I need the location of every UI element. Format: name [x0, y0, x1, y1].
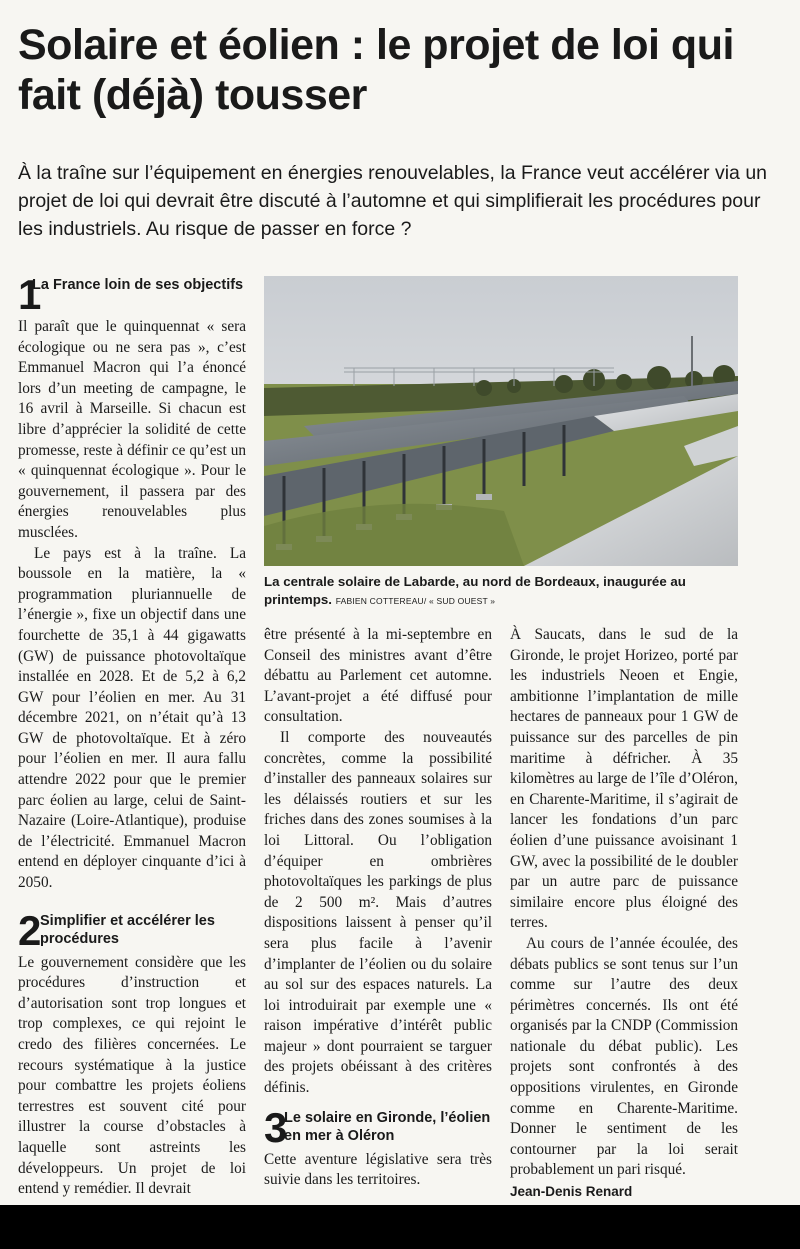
solar-panels-illustration	[264, 276, 738, 566]
section-2-heading	[18, 906, 246, 954]
bottom-black-bar	[0, 1205, 800, 1249]
photo-caption	[264, 573, 740, 610]
paragraph: Cette aventure législative sera très suivie dans les territoires.	[264, 1150, 492, 1189]
solar-plant-photo	[264, 276, 738, 566]
section-number: 2	[18, 906, 42, 954]
column-3	[510, 625, 738, 1203]
lead-paragraph: À la traîne sur l’équipement en énergies renouvelables, la France veut accélérer via un projet de loi qui devrait être discuté à l’automne et qui simplifierait les procédures pour les industriels. Au risque de passer en force ?	[18, 162, 768, 240]
section-title: Simplifier et accélérer les procédures	[40, 912, 215, 947]
section-number: 3	[264, 1103, 288, 1151]
section-3-heading	[264, 1103, 492, 1151]
paragraph: Il paraît que le quinquennat « sera écologique ou ne sera pas », c’est Emmanuel Macron qui l’a énoncé lors d’un meeting de campagne, le 16 avril à Marseille. Si chacun est libre d’apprécier la solidité de cette promesse, reste à définir ce qu’est un « quinquennat écologique ». Pour le gouvernement, il passera par des énergies renouvelables plus musclées.	[18, 318, 246, 541]
paragraph: Au cours de l’année écoulée, des débats publics se sont tenus sur l’un comme sur l’autre des deux périmètres concernés. Ils ont été organisés par la CNDP (Commission nationale du débat public). Les projets sont confrontés à des oppositions virulentes, en Gironde comme en Charente-Maritime. Donner le sentiment de les contourner par la loi serait probablement un pari risqué.	[510, 934, 738, 1179]
paragraph: À Saucats, dans le sud de la Gironde, le projet Horizeo, porté par les industriels Neoen et Engie, ambitionne l’implantation de mille hectares de panneaux pour 1 GW de puissance sur des parcelles de pin maritime à défricher. À 35 kilomètres au large de l’île d’Oléron, en Charente-Maritime, il s’agirait de lancer les fondations d’un parc éolien d’une puissance avoisinant 1 GW, avec la possibilité de le doubler par un autre parc de puissance similaire encore plus éloigné des terres.	[510, 626, 738, 932]
column-2	[264, 625, 492, 1191]
headline: Solaire et éolien : le projet de loi qui fait (déjà) tousser	[18, 21, 734, 119]
column-1	[18, 271, 246, 1200]
paragraph: être présenté à la mi-septembre en Conseil des ministres avant d’être débattu au Parlement cet automne. L’avant-projet a été diffusé pour consultation.	[264, 626, 492, 726]
paragraph: Le gouvernement considère que les procédures d’instruction et d’autorisation sont trop longues et trop complexes, ce qui rejoint le credo des filières concernées. Le recours systématique à la justice pour combattre les projets éoliens terrestres est souvent cité pour illustrer la course d’obstacles à laquelle sont astreints les développeurs. Un projet de loi entend y remédier. Il devrait	[18, 953, 246, 1198]
paragraph: Il comporte des nouveautés concrètes, comme la possibilité d’installer des panneaux solaires sur les délaissés routiers et sur les friches dans des zones soumises à la loi Littoral. Ou l’obligation d’équiper en ombrières photovoltaïques les parkings de plus de 2 500 m². Mais d’autres dispositions laissent à penser qu’il sera plus facile à l’avenir d’implanter de l’éolien ou du solaire au sol sur des espaces naturels. La loi introduirait par exemple une « raison impérative d’intérêt public majeur » dont pourraient se targuer des projets obéissant à des critères définis.	[264, 728, 492, 1097]
author-signature: Jean-Denis Renard	[510, 1184, 633, 1200]
photo-credit: FABIEN COTTEREAU/ « SUD OUEST »	[335, 596, 496, 606]
section-title: Le solaire en Gironde, l’éolien en mer à Oléron	[284, 1109, 491, 1144]
caption-text: La centrale solaire de Labarde, au nord de Bordeaux, inaugurée au printemps.	[264, 574, 686, 607]
section-number: 1	[18, 271, 42, 318]
section-1-heading	[18, 271, 246, 318]
paragraph: Le pays est à la traîne. La boussole en la matière, la « programmation pluriannuelle de l’énergie », fixe un objectif dans une fourchette de 35,1 à 44 gigawatts (GW) de puissance photovoltaïque installée en 2028. Et de 5,2 à 6,2 GW pour l’éolien en mer. Au 31 décembre 2021, on n’était qu’à 13 GW de photovoltaïque. Et à zéro pour l’éolien en mer. Il aura fallu attendre 2022 pour que le premier parc éolien au large, celui de Saint-Nazaire (Loire-Atlantique), produise de l’électricité. Emmanuel Macron entend en déployer cinquante d’ici à 2050.	[18, 544, 246, 892]
section-title: La France loin de ses objectifs	[32, 277, 244, 293]
